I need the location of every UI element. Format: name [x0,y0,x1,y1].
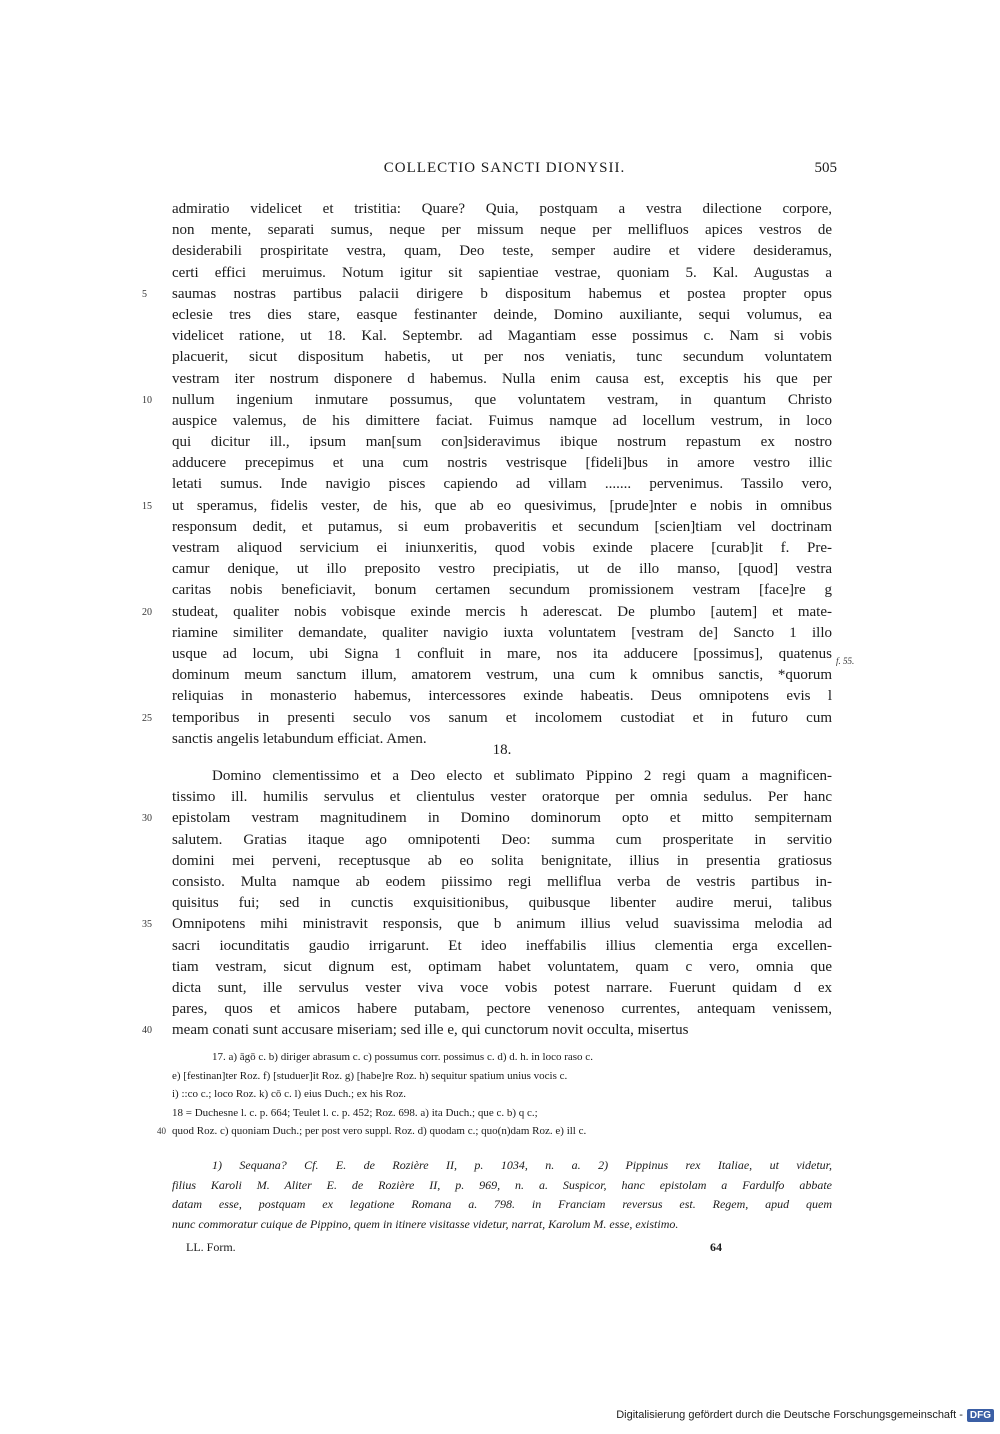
letter-17-body [142,199,832,750]
line-text: auspice valemus, de his dimittere faciat. Fuimus namque ad locellum vestrum, in loco [172,412,832,429]
critical-apparatus [157,1048,832,1141]
line-text: sacri iocunditatis gaudio irrigarunt. Et ideo ineffabilis illius clementia erga excellen- [172,937,832,954]
text-line [142,708,832,729]
line-number: 35 [142,919,152,931]
line-text: domini mei perveni, receptusque ab eo solita benignitate, illius in presentia gratiosus [172,852,832,869]
text-line [172,474,832,495]
text-line [172,305,832,326]
line-number: 10 [142,394,152,406]
text-line [172,851,832,872]
footnote-line: nunc commoratur cuique de Pippino, quem in itinere visitasse videtur, narrat, Karolum M. esse, existimo. [172,1216,679,1231]
text-line [142,496,832,517]
footnote-line: filius Karoli M. Aliter E. de Rozière II, p. 969, n. a. Suspicor, hanc epistolam a Fardulfo abbate [172,1177,832,1192]
text-line [172,830,832,851]
line-number: 25 [142,712,152,724]
line-text: quisitus fui; sed in cunctis exquisitionibus, quibusque libenter audire merui, talibus [172,895,832,912]
text-line [172,1048,832,1067]
section-number: 18. [492,742,512,758]
line-number: 40 [157,1126,166,1136]
margin-note: f. 55. [836,656,855,666]
line-text: admiratio videlicet et tristitia: Quare? Quia, postquam a vestra dilectione corpore, [172,201,832,217]
text-line [142,1020,832,1041]
text-line [172,787,832,808]
line-text: tiam vestram, sicut dignum est, optimam habet voluntatem, quam c vero, omnia que [172,958,832,975]
text-line [172,1085,832,1104]
text-line [172,241,832,262]
text-line [172,644,832,665]
text-line [172,411,832,432]
text-line [172,453,832,474]
line-text: vestram iter nostrum disponere d habemus. Nulla enim causa est, exceptis his que per [172,370,832,387]
text-line [157,1122,832,1141]
footnote-line: datam esse, postquam ex legatione Romana a. 798. in Franciam reversus est. Regem, apud quem [172,1197,832,1211]
text-line [142,914,832,935]
text-line [172,766,832,787]
line-text: Omnipotens mihi ministravit responsis, que b animum illius velud suavissima melodia ad [172,916,832,933]
text-line [172,517,832,538]
line-text: usque ad locum, ubi Signa 1 confluit in mare, nos ita adducere [possimus], quatenus [172,645,832,662]
line-text: responsum dedit, et putamus, si eum probaveritis et secundum [scien]tiam vel doctrinam [172,518,832,535]
text-line [172,665,832,686]
line-text: desiderabili prospiritate vestra, quam, Deo teste, semper audire et videre desideramus, [172,243,832,260]
line-text: placuerit, sicut dispositum habetis, ut per nos veniatis, tunc secundum voluntatem [172,349,832,366]
line-text: quod Roz. c) quoniam Duch.; per post vero suppl. Roz. d) quodam c.; quo(n)dam Roz. e) ill c. [172,1125,587,1137]
line-text: meam conati sunt accusare miseriam; sed ille e, qui cunctorum novit occulta, misertus [172,1022,689,1039]
text-line [172,1104,832,1123]
line-text: letati sumus. Inde navigio pisces capiendo ad villam ....... pervenimus. Tassilo vero, [172,476,832,493]
line-text: i) ::co c.; loco Roz. k) cō c. l) eius Duch.; ex his Roz. [172,1088,406,1100]
series-label: LL. Form. [186,1240,236,1254]
line-text: Domino clementissimo et a Deo electo et sublimato Pippino 2 regi quam a magnificen- [212,768,832,784]
line-text: salutem. Gratias itaque ago omnipotenti Deo: summa cum prosperitate in servitio [172,831,832,848]
text-line [172,580,832,601]
line-text: sanctis angelis letabundum efficiat. Amen. [172,730,427,747]
line-number: 30 [142,813,152,825]
digitization-credit [616,1406,994,1424]
line-text: e) [festinan]ter Roz. f) [studuer]it Roz. g) [habe]re Roz. h) sequitur spatium unius vocis c. [172,1069,568,1082]
line-number: 5 [142,288,147,300]
text-line [172,432,832,453]
line-text: ut speramus, fidelis vester, de his, que ab eo quesivimus, [prude]nter e nobis in omnibus [172,497,832,514]
line-text: vestram aliquod servicium ei iniunxeritis, quod vobis exinde placere [curab]it f. Pre- [172,540,832,556]
text-line [172,1067,832,1086]
signature-number: 64 [710,1240,722,1254]
line-text: qui dicitur ill., ipsum man[sum con]sideravimus ibique nostrum repastum ex nostro [172,434,832,451]
line-number: 20 [142,606,152,618]
line-text: riamine similiter demandate, qualiter navigio iuxta voluntatem [vestram de] Sancto 1 illo [172,624,832,641]
letter-18-body [142,766,832,1041]
text-line [172,263,832,284]
credit-text: Digitalisierung gefördert durch die Deutsche Forschungsgemeinschaft - [616,1409,963,1421]
page-number: 505 [814,160,837,176]
text-line [172,893,832,914]
line-text: saumas nostras partibus palacii dirigere b dispositum habemus et postea propter opus [172,285,832,302]
line-text: non mente, separati sumus, neque per missum neque per mellifluos apices vestros de [172,222,832,239]
running-title: COLLECTIO SANCTI DIONYSII. [383,160,626,176]
running-head [172,160,837,184]
line-text: 17. a) āgō c. b) diriger abrasum c. c) possumus corr. possimus c. d) d. h. in loco raso c. [212,1051,593,1063]
text-line [142,808,832,829]
text-line [142,390,832,411]
footnote-line: 1) Sequana? Cf. E. de Rozière II, p. 1034, n. a. 2) Pippinus rex Italiae, ut videtur, [212,1158,832,1172]
text-line [172,686,832,707]
text-line [172,999,832,1020]
text-line [172,978,832,999]
line-number: 15 [142,500,152,512]
line-text: studeat, qualiter nobis vobisque exinde mercis h aderescat. De plumbo [autem] et mate- [172,603,832,620]
line-text: certi effici meruimus. Notum igitur sit sapientiae vestrae, quoniam 5. Kal. Augustas a [172,264,832,281]
text-line [172,872,832,893]
line-text: nullum ingenium inmutare possumus, que voluntatem vestram, in quantum Christo [172,391,832,408]
text-line [142,602,832,623]
line-text: adducere precepimus et una cum nostris vestrisque [fideli]bus in amore vestro illic [172,455,832,472]
text-line [172,623,832,644]
text-line [172,199,832,220]
line-text: pares, quos et amicos habere putabam, pectore venenoso currentes, antequam venissem, [172,1001,832,1018]
line-text: tissimo ill. humilis servulus et clientulus vester oratorque per omnia sedulus. Per hanc [172,789,832,806]
line-text: reliquias in monasterio habemus, intercessores exinde habeatis. Deus omnipotens evis l [172,688,832,705]
line-text: epistolam vestram magnitudinem in Domino dominorum opto et mitto sempiternam [172,810,832,827]
text-line [172,326,832,347]
text-line [142,284,832,305]
line-text: temporibus in presenti seculo vos sanum et incolomem custodiat et in futuro cum [172,709,832,726]
text-line [172,559,832,580]
text-line [172,936,832,957]
signature-line [186,1240,832,1258]
text-line [172,538,832,559]
text-line [172,957,832,978]
line-text: dominum meum sanctum illum, amatorem vestrum, una cum k omnibus sanctis, *quorum [172,667,832,684]
footnotes [172,1156,832,1234]
line-text: dicta sunt, ille servulus vester viva voce vobis potest narrare. Fuerunt quidam d ex [172,979,832,996]
line-number: 40 [142,1025,152,1037]
line-text: consisto. Multa namque ab eodem piissimo regi melliflua verba de vestris partibus in- [172,873,832,890]
dfg-logo-icon: DFG [967,1409,994,1422]
text-line [172,369,832,390]
line-text: eclesie tres dies stare, easque festinanter deinde, Domino auxiliante, sequi volumus, ea [172,306,832,323]
line-text: videlicet ratione, ut 18. Kal. Septembr. ad Magantiam esse possimus c. Nam si vobis [172,328,832,345]
text-line [172,347,832,368]
line-text: caritas nobis beneficiavit, bonum certamen secundum promissionem vestram [face]re g [172,582,832,599]
line-text: camur denique, ut illo preposito vestro precipiatis, ut de illo manso, [quod] vestra [172,561,832,578]
text-line [172,220,832,241]
line-text: 18 = Duchesne l. c. p. 664; Teulet l. c. p. 452; Roz. 698. a) ita Duch.; que c. b) q c.; [172,1106,538,1119]
